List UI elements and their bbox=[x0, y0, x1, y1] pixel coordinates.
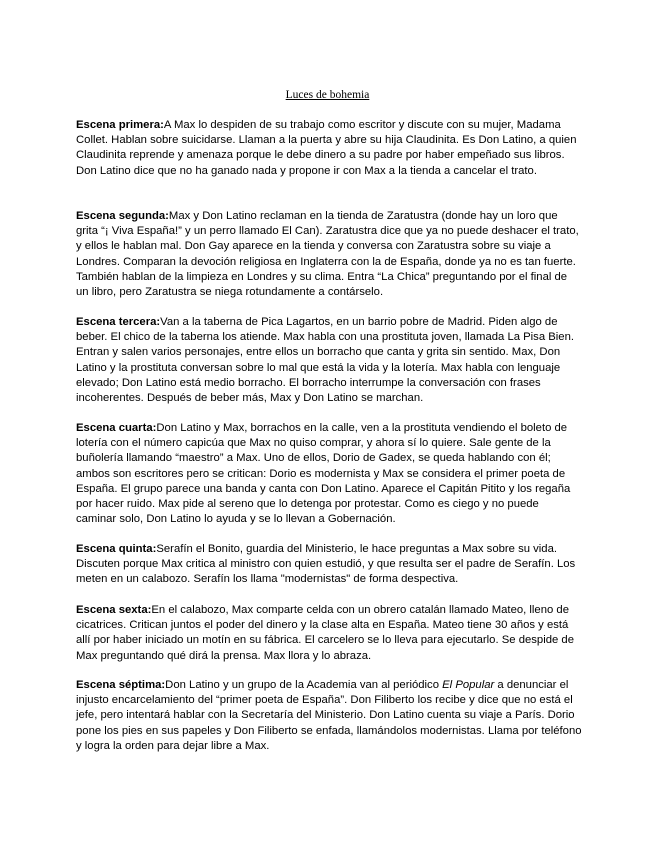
scene-paragraph-6 bbox=[76, 603, 582, 664]
scene-label-2: Escena segunda: bbox=[76, 210, 169, 222]
newspaper-name: El Popular bbox=[442, 679, 495, 691]
scene-label-1: Escena primera: bbox=[76, 119, 164, 131]
scene-label-7: Escena séptima: bbox=[76, 679, 166, 691]
scene-label-6: Escena sexta: bbox=[76, 604, 152, 616]
scene-text-7-before: Don Latino y un grupo de la Academia van al periódico bbox=[165, 679, 443, 691]
scene-paragraph-2 bbox=[76, 209, 582, 300]
scene-text-3: Van a la taberna de Pica Lagartos, en un barrio pobre de Madrid. Piden algo de beber. El chico de la taberna los atiende. Max habla con una prostituta joven, llamada La Pisa Bien. Entran y salen varios personajes, entre ellos un borracho que canta y grita sin sentido. Max, Don Latino y la prostituta conversan sobre lo mal que está la vida y la lotería. Max habla con lenguaje elevado; Don Latino está medio borracho. El borracho interrumpe la conversación con frases incoherentes. Después de beber más, Max y Don Latino se marchan. bbox=[76, 316, 575, 405]
scene-paragraph-3 bbox=[76, 315, 582, 406]
scene-text-4: Don Latino y Max, borrachos en la calle, ven a la prostituta vendiendo el boleto de lotería con el número capicúa que Max no quiso comprar, y ahora sí lo quiere. Sale gente de la buñolería llamando “maestro” a Max. Uno de ellos, Dorio de Gadex, se queda hablando con él; ambos son escritores pero se critican: Dorio es modernista y Max se considera el primer poeta de España. El grupo parece una banda y canta con Don Latino. Aparece el Capitán Pitito y los regaña por hacer ruido. Max pide al sereno que lo detenga por protestar. Como es ciego y no puede caminar solo, Don Latino lo ayuda y se lo llevan a Gobernación. bbox=[76, 422, 571, 526]
scene-label-5: Escena quinta: bbox=[76, 543, 157, 555]
scene-label-4: Escena cuarta: bbox=[76, 422, 157, 434]
scene-paragraph-5 bbox=[76, 542, 582, 588]
scene-paragraph-1 bbox=[76, 118, 582, 179]
scene-paragraph-7 bbox=[76, 678, 582, 754]
scene-text-6: En el calabozo, Max comparte celda con un obrero catalán llamado Mateo, lleno de cicatrices. Critican juntos el poder del dinero y la clase alta en España. Mateo tiene 30 años y está allí por haber iniciado un motín en su fábrica. El carcelero se lo lleva para ejecutarlo. Se despide de Max preguntando qué dirá la prensa. Max llora y lo abraza. bbox=[76, 604, 574, 662]
scene-paragraph-4 bbox=[76, 421, 582, 527]
scene-label-3: Escena tercera: bbox=[76, 316, 161, 328]
document-title: Luces de bohemia bbox=[285, 89, 370, 101]
scene-text-1: A Max lo despiden de su trabajo como escritor y discute con su mujer, Madama Collet. Hablan sobre suicidarse. Llaman a la puerta y abre su hija Claudinita. Es Don Latino, a quien Claudinita reprende y amenaza porque le debe dinero a su padre por haber empeñado sus libros. Don Latino dice que no ha ganado nada y propone ir con Max a la tienda a cancelar el trato. bbox=[76, 119, 577, 177]
scene-text-2: Max y Don Latino reclaman en la tienda de Zaratustra (donde hay un loro que grita “¡ Viva España!” y un perro llamado El Can). Zaratustra dice que ya no puede deshacer el trato, y ellos le hablan mal. Don Gay aparece en la tienda y conversa con Zaratustra sobre su viaje a Londres. Comparan la devoción religiosa en Inglaterra con la de España, donde ya no es tan fuerte. También hablan de la limpieza en Londres y su clima. Entra “La Chica” preguntando por el final de un libro, pero Zaratustra se niega rotundamente a contárselo. bbox=[76, 210, 579, 299]
scene-text-5: Serafín el Bonito, guardia del Ministerio, le hace preguntas a Max sobre su vida. Discuten porque Max critica al ministro con quien estudió, y que resulta ser el padre de Serafín. Los meten en un calabozo. Serafín los llama "modernistas" de forma despectiva. bbox=[76, 543, 576, 586]
scene-text-7-after: a denunciar el injusto encarcelamiento del “primer poeta de España”. Don Filiberto los recibe y dice que no está el jefe, pero intentará hablar con la Secretaría del Ministerio. Don Latino cuenta su viaje a París. Dorio pone los pies en sus papeles y Don Filiberto se enfada, llamándolos modernistas. Llama por teléfono y logra la orden para dejar libre a Max. bbox=[76, 679, 582, 752]
